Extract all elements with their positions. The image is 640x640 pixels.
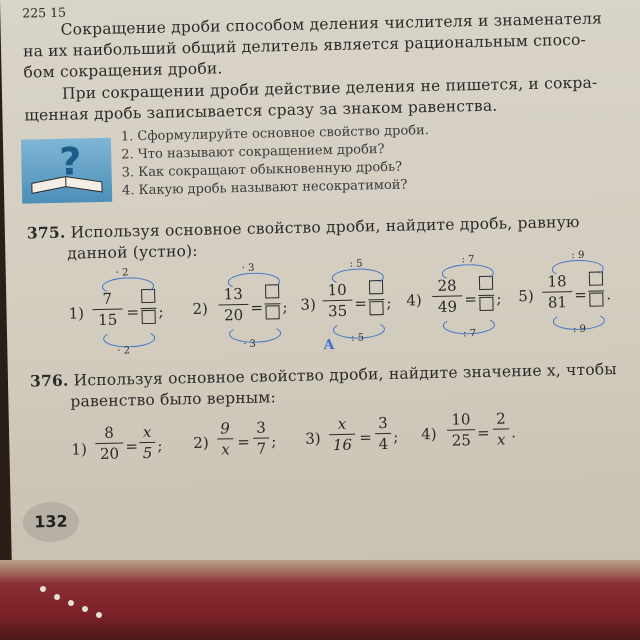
ex376-2-left-fraction xyxy=(217,419,234,458)
page-number-badge: 132 xyxy=(23,501,80,542)
rule-line-2: на их наибольший общий делитель является рациональным спосо- xyxy=(22,30,587,61)
ex375-1-answer-boxes[interactable] xyxy=(140,289,157,328)
rule-line-5: щенная дробь записывается сразу за знаком равенства. xyxy=(24,96,498,125)
ex375-5-answer-boxes[interactable] xyxy=(588,271,605,310)
ex375-4-top-op: : 7 xyxy=(461,254,475,266)
ex375-3-fraction xyxy=(322,281,353,321)
ex376-2-b-num: 3 xyxy=(256,418,266,437)
ex375-5-fraction xyxy=(542,272,573,312)
question-4: 4. Какую дробь называют несократимой? xyxy=(121,177,408,199)
ex376-1-right-fraction xyxy=(139,423,156,462)
question-2: 2. Что называют сокращением дроби? xyxy=(121,141,385,163)
ex375-1-top-op: · 2 xyxy=(115,267,129,279)
ex376-4-a-num: 10 xyxy=(451,410,471,429)
ex375-3-den: 35 xyxy=(327,301,348,321)
ex376-3-a-num: x xyxy=(337,414,347,434)
ex375-4-den: 49 xyxy=(437,297,458,316)
ex375-2-bottom-op: · 3 xyxy=(243,338,257,350)
ex375-2-fraction xyxy=(218,285,249,325)
ex375-4-fraction xyxy=(432,276,463,316)
ex375-3-num: 10 xyxy=(327,280,347,300)
ex375-5-bottom-op: : 9 xyxy=(572,323,587,336)
svg-text:?: ? xyxy=(58,139,82,184)
ex376-2-a-num: 9 xyxy=(220,419,230,438)
ex376-1-label: 1) xyxy=(71,440,88,459)
ex376-3-b-num: 3 xyxy=(377,413,388,433)
ex375-4-answer-boxes[interactable] xyxy=(478,276,495,315)
ex375-4-bottom-op: : 7 xyxy=(462,328,477,340)
ex376-2-label: 2) xyxy=(193,433,209,453)
rule-line-1: Сокращение дроби способом деления числителя и знаменателя xyxy=(60,9,603,39)
ex376-3-label: 3) xyxy=(305,429,321,448)
ex375-5-top-op: : 9 xyxy=(571,249,585,262)
ex376-3-left-fraction xyxy=(329,415,356,455)
ex375-4-label: 4) xyxy=(406,291,422,310)
ex375-2-den: 20 xyxy=(223,305,244,325)
ex376-4-a-den: 25 xyxy=(451,431,472,450)
ex376-4-label: 4) xyxy=(420,424,437,444)
ex375-2-top-op: · 3 xyxy=(241,262,255,274)
ex376-text-1: Используя основное свойство дроби, найдите значение x, чтобы xyxy=(73,360,618,390)
ex375-1-den: 15 xyxy=(97,310,118,330)
ex376-4-b-num: 2 xyxy=(495,409,506,428)
ex376-4-right-fraction xyxy=(493,409,510,448)
ex376-2-b-den: 7 xyxy=(256,439,267,458)
rule-line-3: бом сокращения дроби. xyxy=(23,59,223,82)
ex375-2-label: 2) xyxy=(192,299,209,319)
ex375-3-label: 3) xyxy=(300,295,317,314)
ex376-2-right-fraction xyxy=(253,418,270,457)
ex375-1-fraction xyxy=(92,290,123,330)
ex375-5-den: 81 xyxy=(547,293,568,312)
ex375-1-label: 1) xyxy=(68,304,85,323)
ex376-3-right-fraction xyxy=(375,414,392,453)
ex376-3-a-den: 16 xyxy=(332,435,353,455)
questions-book-icon xyxy=(21,138,112,204)
ex375-5-num: 18 xyxy=(547,272,567,291)
ex375-1-num: 7 xyxy=(102,289,113,308)
top-fraction-remnant: 225 15 xyxy=(22,4,67,21)
textbook-page: 225 15 Сокращение дроби способом деления числителя и знаменателя на их наибольший общий делитель является рациональным спосо- бом сокращения дроби. При сокращении дроби действие деления не пишется, и сокра- щенная дробь записывается сразу за знаком равенства. ? 1. Сформулируйте основное свойство дроби. 2. Что называют сокращением дроби? 3. Как сокращают обыкновенную дробь? 4. Какую дробь называют несократимой? 375. Используя основное свойство дроби, найдите дробь, равную данной (устно): · 2 1) 7 15 = ; · 2 · 3 2) 13 20 = ; · 3 : 5 3) 10 35 = ; А : 5 : 7 4) 28 49 = ; : 7 : 9 5) 18 81 = . : 9 376. Используя основное свойство дроби, найдите значение x, чтобы равенство было верным: 1) 8 20 = x 5 ; 2) 9 x = 3 7 ; 3) x 16 = 3 4 ; 4) 10 25 = 2 x . 132 xyxy=(0,0,640,578)
ex376-1-b-den: 5 xyxy=(142,443,153,463)
ex376-number: 376. xyxy=(29,370,69,391)
ex376-1-b-num: x xyxy=(142,422,152,442)
ex376-1-left-fraction xyxy=(95,424,124,464)
ex375-2-answer-boxes[interactable] xyxy=(264,284,281,323)
ex375-3-answer-boxes[interactable] xyxy=(368,280,385,319)
ex376-2-a-den: x xyxy=(221,440,230,459)
ex376-text-2: равенство было верным: xyxy=(70,388,277,411)
ex375-4-num: 28 xyxy=(437,276,457,295)
ex375-1-bottom-op: · 2 xyxy=(117,345,131,357)
ex375-number: 375. xyxy=(26,222,66,243)
ex376-1-a-den: 20 xyxy=(99,444,120,464)
ex375-3-bottom-op: : 5 xyxy=(351,332,365,344)
ex375-5-label: 5) xyxy=(518,286,534,306)
ex376-1-a-num: 8 xyxy=(104,423,115,442)
question-1: 1. Сформулируйте основное свойство дроби. xyxy=(120,123,429,145)
ex376-4-left-fraction xyxy=(447,410,476,450)
ex375-text-2: данной (устно): xyxy=(67,241,198,263)
rule-line-4: При сокращении дроби действие деления не пишется, и сокра- xyxy=(61,73,598,103)
ex375-2-num: 13 xyxy=(223,284,243,304)
ex375-marker-a: А xyxy=(323,337,335,354)
book-cover-edge xyxy=(0,560,640,640)
ex375-text-1: Используя основное свойство дроби, найдите дробь, равную xyxy=(70,212,580,242)
ex376-3-b-den: 4 xyxy=(378,434,389,454)
question-3: 3. Как сокращают обыкновенную дробь? xyxy=(121,159,403,181)
ex375-3-top-op: : 5 xyxy=(349,258,363,270)
ex376-4-b-den: x xyxy=(496,430,506,449)
